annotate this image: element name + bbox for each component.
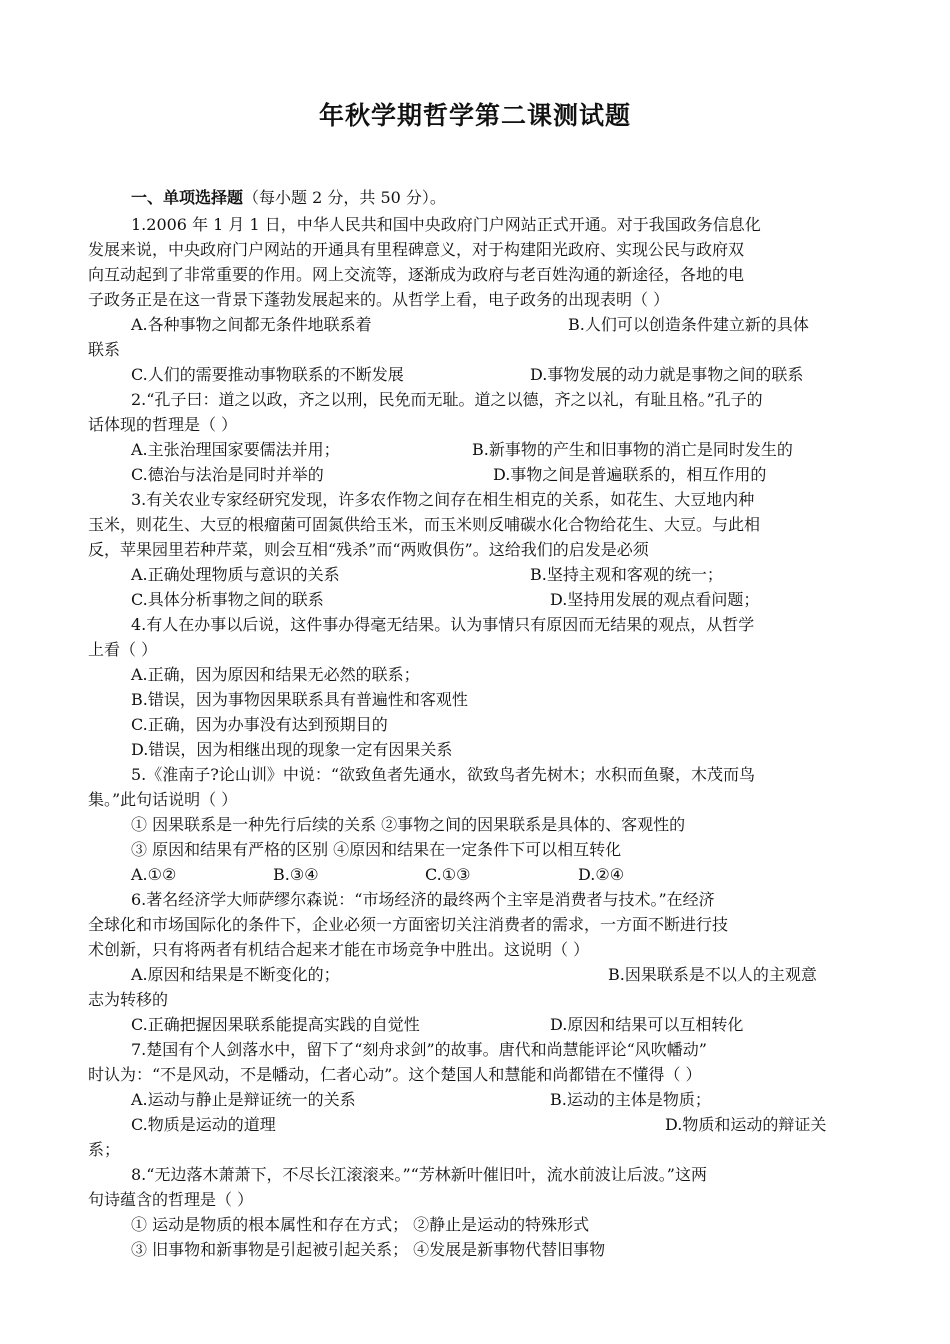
section-heading-line (131, 185, 446, 210)
option-b: B.坚持主观和客观的统一； (530, 565, 723, 584)
option-b: B.因果联系是不以人的主观意 (608, 965, 817, 984)
question-line: 6.著名经济学大师萨缪尔森说：“市场经济的最终两个主宰是消费者与技术。”在经济 (131, 890, 715, 909)
question-line: 上看（ ） (88, 640, 158, 659)
option-c: C.人们的需要推动事物联系的不断发展 (131, 365, 404, 384)
option-d: D.原因和结果可以互相转化 (550, 1015, 744, 1034)
option-a: A.①② (131, 865, 177, 884)
option-d: D.坚持用发展的观点看问题； (550, 590, 760, 609)
statement-line: ① 运动是物质的根本属性和存在方式； ②静止是运动的特殊形式 (131, 1215, 590, 1234)
option-b: B.错误，因为事物因果联系具有普遍性和客观性 (131, 690, 468, 709)
question-line: 集。”此句话说明（ ） (88, 790, 238, 809)
section-note: （每小题 2 分，共 50 分）。 (243, 188, 446, 207)
statement-line: ① 因果联系是一种先行后续的关系 ②事物之间的因果联系是具体的、客观性的 (131, 815, 686, 834)
option-c: C.德治与法治是同时并举的 (131, 465, 324, 484)
option-c: C.正确，因为办事没有达到预期目的 (131, 715, 388, 734)
option-b: B.新事物的产生和旧事物的消亡是同时发生的 (472, 440, 793, 459)
option-continuation: 联系 (88, 340, 121, 359)
statement-line: ③ 原因和结果有严格的区别 ④原因和结果在一定条件下可以相互转化 (131, 840, 622, 859)
option-b: B.人们可以创造条件建立新的具体 (568, 315, 809, 334)
question-line: 术创新，只有将两者有机结合起来才能在市场竞争中胜出。这说明（ ） (88, 940, 590, 959)
option-a: A.主张治理国家要儒法并用； (131, 440, 340, 459)
question-line: 子政务正是在这一背景下蓬勃发展起来的。从哲学上看，电子政务的出现表明（ ） (88, 290, 670, 309)
option-continuation: 志为转移的 (88, 990, 169, 1009)
option-d: D.②④ (578, 865, 625, 884)
statement-line: ③ 旧事物和新事物是引起被引起关系； ④发展是新事物代替旧事物 (131, 1240, 606, 1259)
option-d: D.事物之间是普遍联系的，相互作用的 (493, 465, 767, 484)
question-line: 4.有人在办事以后说，这件事办得毫无结果。认为事情只有原因而无结果的观点，从哲学 (131, 615, 755, 634)
question-line: 3.有关农业专家经研究发现，许多农作物之间存在相生相克的关系，如花生、大豆地内种 (131, 490, 755, 509)
question-line: 全球化和市场国际化的条件下，企业必须一方面密切关注消费者的需求，一方面不断进行技 (88, 915, 729, 934)
option-a: A.正确处理物质与意识的关系 (131, 565, 340, 584)
question-line: 8.“无边落木萧萧下，不尽长江滚滚来。”“芳林新叶催旧叶，流水前波让后波。”这两 (131, 1165, 707, 1184)
question-line: 7.楚国有个人剑落水中，留下了“刻舟求剑”的故事。唐代和尚慧能评论“风吹幡动” (131, 1040, 707, 1059)
option-d: D.事物发展的动力就是事物之间的联系 (530, 365, 804, 384)
section-heading: 一、单项选择题 (131, 188, 244, 207)
option-b: B.运动的主体是物质； (550, 1090, 711, 1109)
option-a: A.运动与静止是辩证统一的关系 (131, 1090, 356, 1109)
option-a: A.原因和结果是不断变化的； (131, 965, 340, 984)
question-line: 1.2006 年 1 月 1 日，中华人民共和国中央政府门户网站正式开通。对于我国政务信息化 (131, 215, 761, 234)
question-line: 时认为：“不是风动，不是幡动，仁者心动”。这个楚国人和慧能和尚都错在不懂得（ ） (88, 1065, 702, 1084)
option-c: C.具体分析事物之间的联系 (131, 590, 324, 609)
option-d: D.物质和运动的辩证关 (665, 1115, 827, 1134)
question-line: 5.《淮南子?论山训》中说：“欲致鱼者先通水，欲致鸟者先树木；水积而鱼聚，木茂而鸟 (131, 765, 756, 784)
option-a: A.正确，因为原因和结果无必然的联系； (131, 665, 420, 684)
question-line: 话体现的哲理是（ ） (88, 415, 238, 434)
question-line: 反，苹果园里若种芹菜，则会互相“残杀”而“两败俱伤”。这给我们的启发是必须 (88, 540, 649, 559)
option-c: C.①③ (425, 865, 471, 884)
question-line: 2.“孔子曰：道之以政，齐之以刑，民免而无耻。道之以德，齐之以礼，有耻且格。”孔子的 (131, 390, 763, 409)
option-c: C.正确把握因果联系能提高实践的自觉性 (131, 1015, 420, 1034)
question-line: 向互动起到了非常重要的作用。网上交流等，逐渐成为政府与老百姓沟通的新途径，各地的电 (88, 265, 745, 284)
question-line: 玉米，则花生、大豆的根瘤菌可固氮供给玉米，而玉米则反哺碳水化合物给花生、大豆。与此相 (88, 515, 761, 534)
option-a: A.各种事物之间都无条件地联系着 (131, 315, 372, 334)
option-c: C.物质是运动的道理 (131, 1115, 276, 1134)
option-continuation: 系； (88, 1140, 121, 1159)
page-title: 年秋学期哲学第二课测试题 (318, 101, 631, 130)
question-line: 句诗蕴含的哲理是（ ） (88, 1190, 254, 1209)
question-line: 发展来说，中央政府门户网站的开通具有里程碑意义，对于构建阳光政府、实现公民与政府双 (88, 240, 745, 259)
option-d: D.错误，因为相继出现的现象一定有因果关系 (131, 740, 453, 759)
option-b: B.③④ (273, 865, 319, 884)
